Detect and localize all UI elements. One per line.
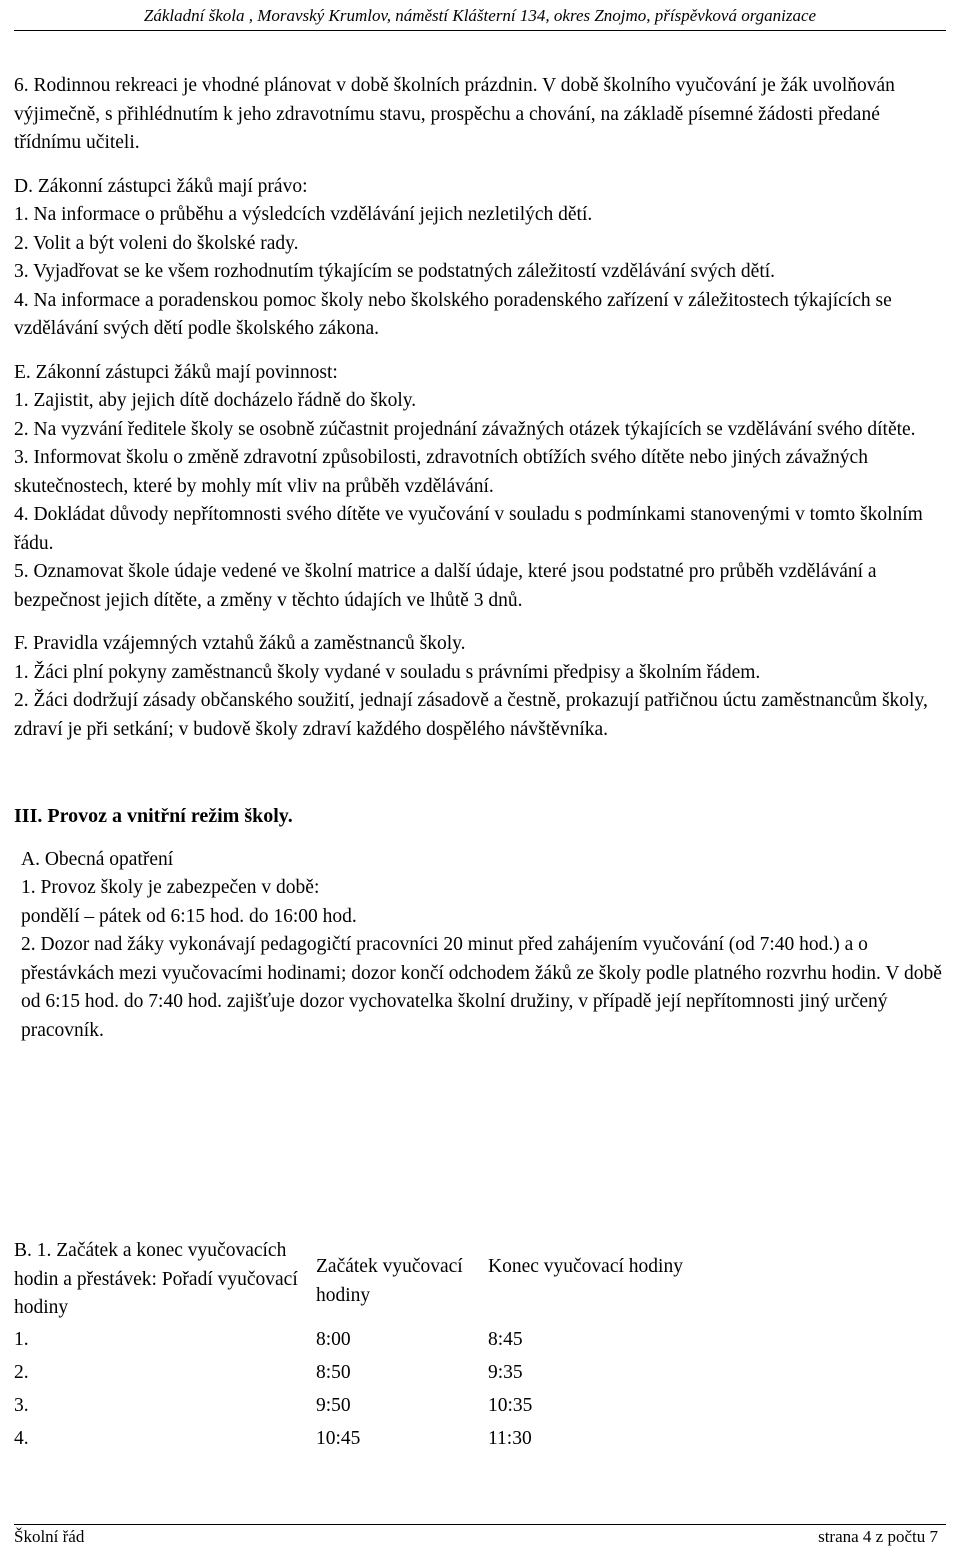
- document-body: [14, 72, 946, 1045]
- page-header: [0, 0, 960, 34]
- schedule-header-order: B. 1. Začátek a konec vyučovacích hodin a přestávek: Pořadí vyučovací hodiny: [14, 1240, 298, 1318]
- section-d-item-1: 1. Na informace o průběhu a výsledcích vzdělávání jejich nezletilých dětí.: [14, 204, 593, 225]
- section-e-item-2: 2. Na vyzvání ředitele školy se osobně zúčastnit projednání závažných otázek týkajících se vzdělávání svého dítěte.: [14, 418, 916, 440]
- schedule-row: [14, 1389, 688, 1422]
- schedule-row: [14, 1356, 688, 1389]
- section-d-item-4: 4. Na informace a poradenskou pomoc školy nebo školského poradenského zařízení v záležitostech týkajících se vzdělávání svých dětí podle školského zákona.: [14, 289, 892, 339]
- schedule-end: 9:35: [488, 1361, 523, 1383]
- footer-page-number: strana 4 z počtu 7: [818, 1527, 938, 1546]
- section-e-item-4: 4. Dokládat důvody nepřítomnosti svého dítěte ve vyučování v souladu s podmínkami stanovenými v tomto školním řádu.: [14, 504, 923, 554]
- section-e-item-3: 3. Informovat školu o změně zdravotní způsobilosti, zdravotních obtížích svého dítěte nebo jiných závažných skutečnostech, které by mohly mít vliv na průběh vzdělávání.: [14, 447, 868, 497]
- section-f-title: F. Pravidla vzájemných vztahů žáků a zaměstnanců školy.: [14, 633, 466, 654]
- section-e-title: E. Zákonní zástupci žáků mají povinnost:: [14, 361, 338, 383]
- schedule-end: 8:45: [488, 1328, 523, 1350]
- schedule-start: 9:50: [316, 1394, 351, 1416]
- schedule-header-end: Konec vyučovací hodiny: [488, 1256, 683, 1277]
- schedule-order: 1.: [14, 1328, 29, 1350]
- section-f-item-1: 1. Žáci plní pokyny zaměstnanců školy vydané v souladu s právními předpisy a školním řádem.: [14, 661, 761, 683]
- schedule-header-row: [14, 1237, 688, 1323]
- section-e-item-1: 1. Zajistit, aby jejich dítě docházelo řádně do školy.: [14, 390, 417, 411]
- section-d-item-3: 3. Vyjadřovat se ke všem rozhodnutím týkajícím se podstatných záležitostí vzdělávání svých dětí.: [14, 261, 776, 282]
- section-a-item-2: 2. Dozor nad žáky vykonávají pedagogičtí pracovníci 20 minut před zahájením vyučování (od 7:40 hod.) a o přestávkách mezi vyučovacími hodinami; dozor končí odchodem žáků ze školy podle platného rozvrhu hodin. V době od 6:15 hod. do 7:40 hod. zajišťuje dozor vychovatelka školní družiny, v případě její nepřítomnosti jiný určený pracovník.: [21, 934, 942, 1041]
- section-d-title: D. Zákonní zástupci žáků mají právo:: [14, 175, 308, 197]
- schedule-header-start: Začátek vyučovací hodiny: [316, 1256, 463, 1306]
- header-text: Základní škola , Moravský Krumlov, náměstí Klášterní 134, okres Znojmo, příspěvková organizace: [143, 6, 817, 25]
- section-a-title: A. Obecná opatření: [21, 848, 174, 870]
- paragraph-item-6: 6. Rodinnou rekreaci je vhodné plánovat v době školních prázdnin. V době školního vyučování je žák uvolňován výjimečně, s přihlédnutím k jeho zdravotnímu stavu, prospěchu a chování, na základě písemné žádosti předané třídnímu učiteli.: [14, 75, 895, 153]
- footer-document-title: Školní řád: [14, 1527, 85, 1546]
- schedule-order: 3.: [14, 1394, 29, 1416]
- section-a-item-1: 1. Provoz školy je zabezpečen v době:: [21, 877, 320, 898]
- schedule-end: 10:35: [488, 1394, 533, 1416]
- section-iii-heading: III. Provoz a vnitřní režim školy.: [14, 805, 293, 827]
- schedule-row: [14, 1422, 688, 1455]
- page-footer: [14, 1524, 946, 1546]
- schedule-start: 8:50: [316, 1361, 351, 1383]
- schedule-start: 8:00: [316, 1328, 351, 1350]
- schedule-order: 2.: [14, 1361, 29, 1383]
- schedule-order: 4.: [14, 1427, 29, 1449]
- schedule-table: [14, 1237, 688, 1455]
- section-d-item-2: 2. Volit a být voleni do školské rady.: [14, 232, 299, 254]
- header-rule: [14, 30, 946, 31]
- schedule-end: 11:30: [488, 1427, 532, 1449]
- schedule-row: [14, 1323, 688, 1356]
- section-a-hours: pondělí – pátek od 6:15 hod. do 16:00 hod.: [21, 905, 357, 927]
- schedule-start: 10:45: [316, 1427, 361, 1449]
- section-f-item-2: 2. Žáci dodržují zásady občanského soužití, jednají zásadově a čestně, prokazují patřičnou úctu zaměstnancům školy, zdraví je při setkání; v budově školy zdraví každého dospělého návštěvníka.: [14, 690, 928, 740]
- section-e-item-5: 5. Oznamovat škole údaje vedené ve školní matrice a další údaje, které jsou podstatné pro průběh vzdělávání a bezpečnost jejich dítěte, a změny v těchto údajích ve lhůtě 3 dnů.: [14, 561, 877, 611]
